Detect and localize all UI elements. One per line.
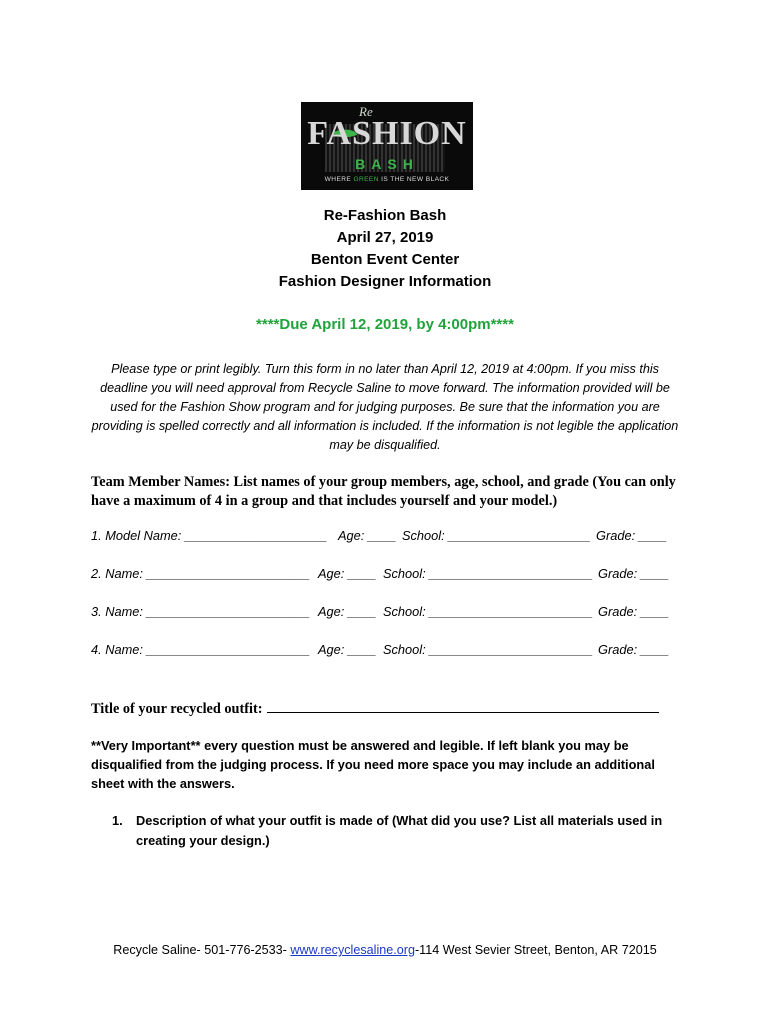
member-row-1 xyxy=(91,528,667,543)
instructions-paragraph: Please type or print legibly. Turn this form in no later than April 12, 2019 at 4:00pm. If you miss this deadline you will need approval from Recycle Saline to move forward. The information provided will be used for the Fashion Show program and for judging purposes. Be sure that the information you are providing is spelled correctly and all information is included. If the information is not legible the application may be disqualified. xyxy=(91,362,679,452)
due-date-notice: ****Due April 12, 2019, by 4:00pm**** xyxy=(256,316,514,333)
member-grade-field[interactable]: Grade: ____ xyxy=(596,528,668,543)
footer-address: -114 West Sevier Street, Benton, AR 72015 xyxy=(414,943,657,957)
member-name-field[interactable]: 4. Name: _______________________ xyxy=(91,642,311,657)
event-logo xyxy=(301,102,473,190)
logo-wordmark: FASHION xyxy=(307,115,467,152)
event-date: April 27, 2019 xyxy=(336,229,434,246)
member-grade-field[interactable]: Grade: ____ xyxy=(598,642,670,657)
page-footer xyxy=(0,943,770,957)
member-school-field[interactable]: School: _______________________ xyxy=(383,604,593,619)
form-title: Fashion Designer Information xyxy=(278,273,492,290)
member-school-field[interactable]: School: ____________________ xyxy=(402,528,591,543)
logo-prefix: Re xyxy=(359,104,373,119)
tagline-green: GREEN xyxy=(353,176,379,183)
outfit-title-label: Title of your recycled outfit: xyxy=(91,701,263,717)
website-link[interactable]: www.recyclesaline.org xyxy=(290,943,415,957)
event-venue: Benton Event Center xyxy=(310,251,460,268)
member-name-field[interactable]: 3. Name: _______________________ xyxy=(91,604,311,619)
member-row-3 xyxy=(91,604,669,619)
member-school-field[interactable]: School: _______________________ xyxy=(383,566,593,581)
member-age-field[interactable]: Age: ____ xyxy=(318,604,377,619)
member-age-field[interactable]: Age: ____ xyxy=(338,528,397,543)
event-name: Re-Fashion Bash xyxy=(323,207,447,224)
logo-subword: BASH xyxy=(355,156,419,172)
outfit-title-input[interactable] xyxy=(267,698,659,713)
member-grade-field[interactable]: Grade: ____ xyxy=(598,566,670,581)
member-grade-field[interactable]: Grade: ____ xyxy=(598,604,670,619)
question-text: Description of what your outfit is made of (What did you use? List all materials used in creating your design.) xyxy=(136,813,663,848)
member-name-field[interactable]: 1. Model Name: ____________________ xyxy=(91,528,328,543)
member-age-field[interactable]: Age: ____ xyxy=(318,642,377,657)
member-age-field[interactable]: Age: ____ xyxy=(318,566,377,581)
logo-tagline xyxy=(301,176,473,183)
tagline-part: WHERE xyxy=(324,176,354,183)
team-members-heading: Team Member Names: List names of your group members, age, school, and grade (You can only have a maximum of 4 in a group and that includes yourself and your model.) xyxy=(91,474,676,509)
member-name-field[interactable]: 2. Name: _______________________ xyxy=(91,566,311,581)
member-row-2 xyxy=(91,566,669,581)
member-school-field[interactable]: School: _______________________ xyxy=(383,642,593,657)
important-notice: **Very Important** every question must be answered and legible. If left blank you may be disqualified from the judging process. If you need more space you may include an additional sheet with the answers. xyxy=(91,738,655,791)
outfit-title-row xyxy=(91,698,659,718)
footer-contact: Recycle Saline- 501-776-2533- xyxy=(113,943,291,957)
tagline-part: IS THE NEW BLACK xyxy=(378,176,450,183)
question-number: 1. xyxy=(112,813,123,828)
member-row-4 xyxy=(91,642,669,657)
